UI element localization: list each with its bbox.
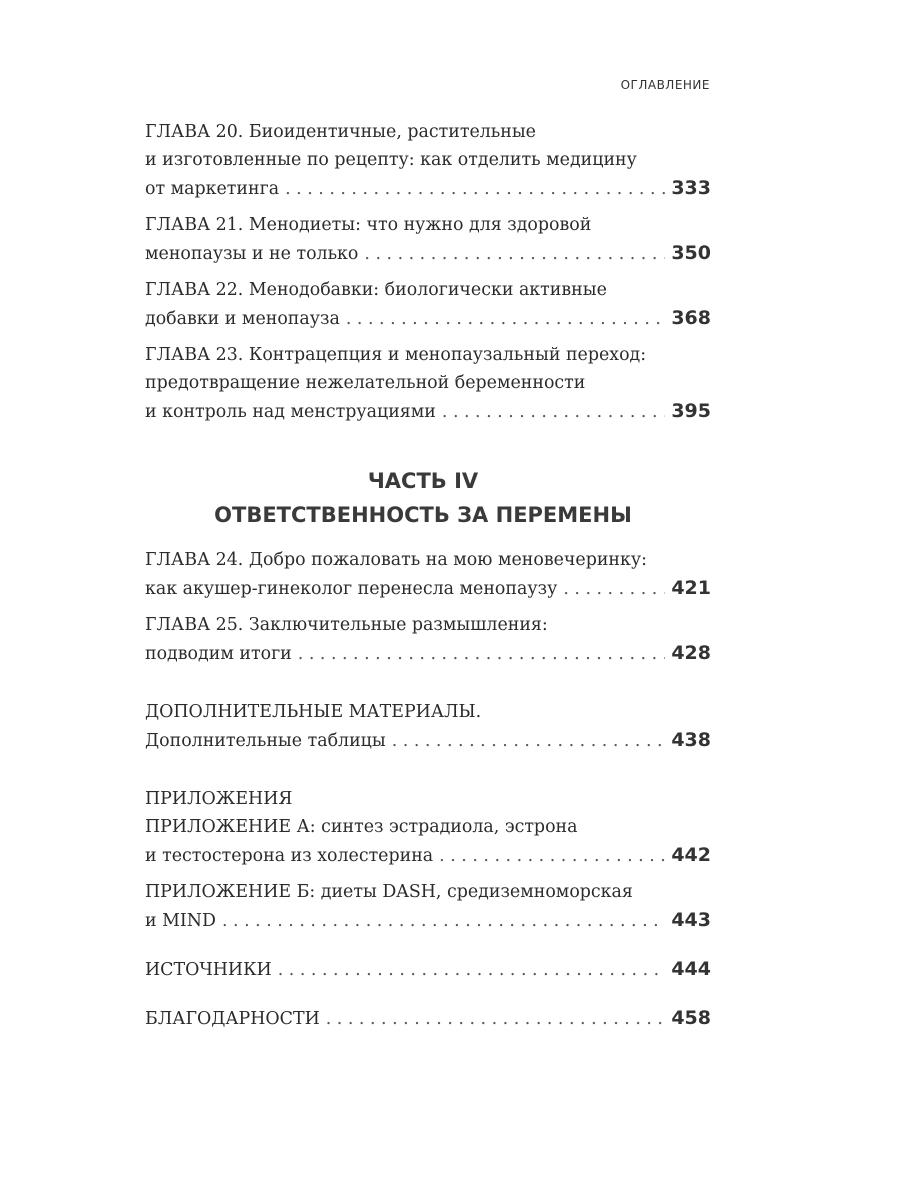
part-number: ЧАСТЬ IV bbox=[367, 469, 479, 493]
entry-title-line: ГЛАВА 21. Менодиеты: что нужно для здоровой bbox=[145, 215, 592, 235]
entry-title-line: ГЛАВА 25. Заключительные размышления: bbox=[145, 615, 548, 635]
page-number: 421 bbox=[671, 577, 711, 599]
page-number: 368 bbox=[671, 307, 711, 329]
entry-title-line: подводим итоги bbox=[145, 644, 292, 664]
entry-title-line: ГЛАВА 24. Добро пожаловать на мою меновечеринку: bbox=[145, 550, 647, 570]
toc-entry-appendix-b[interactable] bbox=[145, 878, 711, 935]
table-of-contents bbox=[145, 118, 711, 1033]
toc-entry-appendix-a[interactable] bbox=[145, 813, 711, 870]
toc-appendices-heading bbox=[145, 785, 711, 813]
entry-title-line: предотвращение нежелательной беременности bbox=[145, 373, 586, 393]
page-number: 458 bbox=[671, 1007, 711, 1029]
entry-title-line: ДОПОЛНИТЕЛЬНЫЕ МАТЕРИАЛЫ. bbox=[145, 702, 482, 722]
part-heading bbox=[145, 426, 711, 546]
entry-title-line: от маркетинга bbox=[145, 179, 280, 199]
dot-leader bbox=[326, 1005, 666, 1033]
entry-title-line: ГЛАВА 23. Контрацепция и менопаузальный переход: bbox=[145, 345, 647, 365]
entry-title-line: и изготовленные по рецепту: как отделить медицину bbox=[145, 150, 637, 170]
entry-title-line: ПРИЛОЖЕНИЕ Б: диеты DASH, средиземноморская bbox=[145, 882, 633, 902]
entry-title-line: Дополнительные таблицы bbox=[145, 731, 386, 751]
entry-title-line: и MIND bbox=[145, 911, 216, 931]
toc-entry-chapter-21[interactable] bbox=[145, 211, 711, 268]
dot-leader bbox=[278, 956, 666, 984]
entry-title-line: ПРИЛОЖЕНИЕ А: синтез эстрадиола, эстрона bbox=[145, 817, 578, 837]
entry-title-line: и контроль над менструациями bbox=[145, 402, 436, 422]
toc-entry-chapter-20[interactable] bbox=[145, 118, 711, 203]
dot-leader bbox=[346, 305, 665, 333]
dot-leader bbox=[563, 575, 665, 603]
page-number: 333 bbox=[671, 177, 711, 199]
entry-title-line: и тестостерона из холестерина bbox=[145, 846, 434, 866]
entry-title-line: менопаузы и не только bbox=[145, 244, 359, 264]
toc-entry-acknowledgements[interactable] bbox=[145, 1004, 711, 1033]
page-number: 395 bbox=[671, 400, 711, 422]
dot-leader bbox=[392, 727, 666, 755]
dot-leader bbox=[285, 175, 665, 203]
toc-entry-chapter-23[interactable] bbox=[145, 341, 711, 426]
page-number: 428 bbox=[671, 642, 711, 664]
page-number: 444 bbox=[671, 958, 711, 980]
entry-title-line: добавки и менопауза bbox=[145, 309, 340, 329]
page-number: 350 bbox=[671, 242, 711, 264]
dot-leader bbox=[298, 640, 666, 668]
dot-leader bbox=[439, 842, 665, 870]
entry-title-line: ГЛАВА 22. Менодобавки: биологически активные bbox=[145, 280, 607, 300]
appendices-heading: ПРИЛОЖЕНИЯ bbox=[145, 789, 293, 809]
page-number: 442 bbox=[671, 844, 711, 866]
toc-entry-sources[interactable] bbox=[145, 955, 711, 984]
dot-leader bbox=[222, 907, 665, 935]
toc-entry-chapter-24[interactable] bbox=[145, 546, 711, 603]
entry-title-line: ИСТОЧНИКИ bbox=[145, 960, 272, 980]
dot-leader bbox=[442, 398, 665, 426]
toc-entry-chapter-22[interactable] bbox=[145, 276, 711, 333]
page-number: 438 bbox=[671, 729, 711, 751]
page-number: 443 bbox=[671, 909, 711, 931]
part-title: ОТВЕТСТВЕННОСТЬ ЗА ПЕРЕМЕНЫ bbox=[214, 503, 632, 527]
toc-entry-supplementary[interactable] bbox=[145, 698, 711, 755]
entry-title-line: ГЛАВА 20. Биоидентичные, растительные bbox=[145, 122, 536, 142]
toc-entry-chapter-25[interactable] bbox=[145, 611, 711, 668]
running-head: ОГЛАВЛЕНИЕ bbox=[620, 78, 710, 92]
entry-title-line: как акушер-гинеколог перенесла менопаузу bbox=[145, 579, 558, 599]
dot-leader bbox=[364, 240, 665, 268]
entry-title-line: БЛАГОДАРНОСТИ bbox=[145, 1009, 320, 1029]
